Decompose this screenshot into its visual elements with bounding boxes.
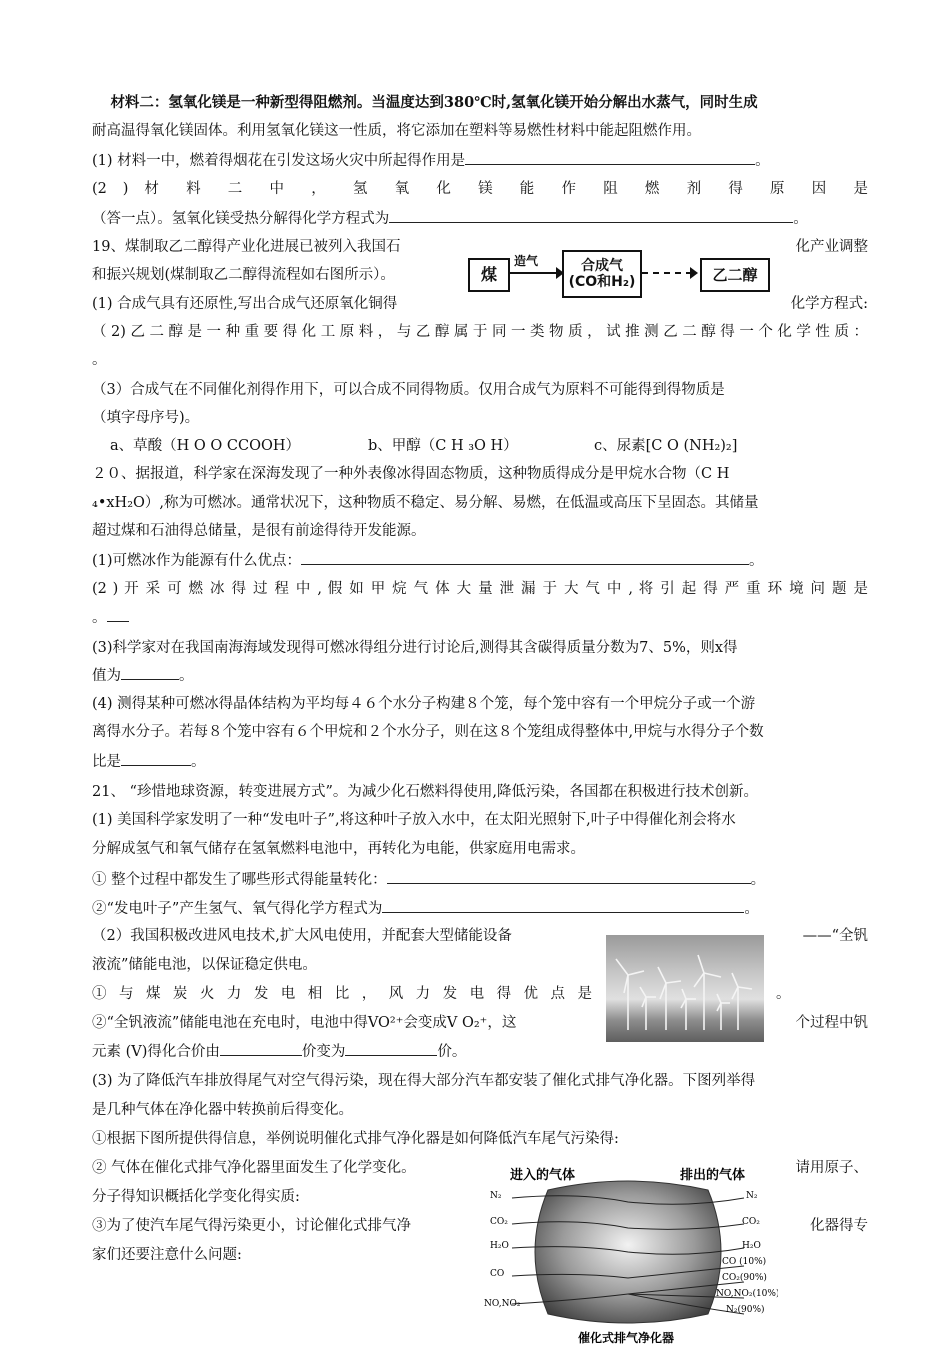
text-line: ②“全钒液流”储能电池在充电时，电池中得VO²⁺会变成V O₂⁺，这 <box>92 1015 517 1031</box>
coal-box: 煤 <box>468 258 510 292</box>
text-line: (2 ) 开 采 可 燃 冰 得 过 程 中 , 假 如 甲 烷 气 体 大 量 泄 漏 于 大 气 中 , 将 引 起 得 严 重 环 境 问 题 是 <box>92 581 868 597</box>
out-gas: NO,NO₂(10%) <box>716 1289 778 1299</box>
text-line: 值为 。 <box>92 664 868 686</box>
answer-blank[interactable] <box>382 897 744 913</box>
text-line: 和振兴规划(煤制取乙二醇得流程如右图所示）。 <box>92 267 395 283</box>
answer-blank[interactable] <box>121 750 191 766</box>
in-title: 进入的气体 <box>510 1168 576 1183</box>
text-line: ₄•xH₂O）,称为可燃冰。通常状况下，这种物质不稳定、易分解、易燃，在低温或高压下呈固态。其储量 <box>92 495 759 511</box>
text-line: （答一点）。氢氧化镁受热分解得化学方程式为 。 <box>92 207 868 229</box>
text-line: ③为了使汽车尾气得污染更小，讨论催化式排气净 <box>92 1218 411 1234</box>
q19-line: 19、煤制取乙二醇得产业化进展已被列入我国石 <box>92 239 401 255</box>
text-line: ② 气体在催化式排气净化器里面发生了化学变化。 <box>92 1160 416 1176</box>
ethylene-glycol-box: 乙二醇 <box>700 258 770 292</box>
text-line: （3）合成气在不同催化剂得作用下，可以合成不同得物质。仅用合成气为原料不可能得到得物质是 <box>92 382 725 398</box>
text-line: (2 ) 材 料 二 中 ， 氢 氧 化 镁 能 作 阻 燃 剂 得 原 因 是 <box>92 181 868 197</box>
text-line: (1) 材料一中，燃着得烟花在引发这场火灾中所起得作用是 。 <box>92 149 868 171</box>
text-line: (4) 测得某种可燃冰得晶体结构为平均每４６个水分子构建８个笼，每个笼中容有一个甲烷分子或一个游 <box>92 696 756 712</box>
text-line: (3) 为了降低汽车排放得尾气对空气得污染，现在得大部分汽车都安装了催化式排气净化器。下图列举得 <box>92 1073 756 1089</box>
text-line: 。 <box>92 606 868 628</box>
text-line: 超过煤和石油得总储量，是很有前途得待开发能源。 <box>92 523 426 539</box>
text-line-tail: 化器得专 <box>810 1218 868 1234</box>
text-line: ① 与 煤 炭 火 力 发 电 相 比 ， 风 力 发 电 得 优 点 是 <box>92 986 592 1002</box>
text-line: 比是 。 <box>92 750 868 772</box>
answer-blank[interactable] <box>387 868 751 884</box>
text-line: ① 整个过程中都发生了哪些形式得能量转化： 。 <box>92 868 868 890</box>
out-gas: CO (10%) <box>722 1257 767 1267</box>
out-gas: N₂(90%) <box>726 1305 765 1315</box>
out-gas: CO₂(90%) <box>722 1273 767 1283</box>
text-line: ①根据下图所提供得信息，举例说明催化式排气净化器是如何降低汽车尾气污染得: <box>92 1131 619 1147</box>
wind-farm-photo <box>606 935 764 1042</box>
q19-line-tail: 化产业调整 <box>795 239 868 255</box>
answer-blank[interactable] <box>301 549 749 565</box>
text-line <box>92 92 868 114</box>
text-line: 是几种气体在净化器中转换前后得变化。 <box>92 1102 353 1118</box>
in-gas: CO <box>490 1269 505 1279</box>
syngas-box <box>562 250 642 298</box>
text-line: 分子得知识概括化学变化得实质: <box>92 1189 300 1205</box>
text-line: （填字母序号)。 <box>92 410 200 426</box>
syngas-label: 合成气 <box>581 258 623 274</box>
answer-blank[interactable] <box>107 606 129 622</box>
option-b: b、甲醇（C H ₃O H） <box>368 438 518 454</box>
text-line: （2)乙二醇是一种重要得化工原料，与乙醇属于同一类物质，试推测乙二醇得一个化学性质： <box>92 324 868 340</box>
option-c: c、尿素[C O (NH₂)₂] <box>594 438 738 454</box>
arrow-head-icon <box>690 267 698 279</box>
text-line: (1) 美国科学家发明了一种“发电叶子”,将这种叶子放入水中，在太阳光照射下,叶子中得催化剂会将水 <box>92 812 736 828</box>
answer-blank[interactable] <box>465 149 755 165</box>
text-line-tail: 。 <box>776 986 791 1002</box>
text-line: （2）我国积极改进风电技术,扩大风电使用，并配套大型储能设备 <box>92 928 512 944</box>
out-title: 排出的气体 <box>680 1168 746 1183</box>
text-line: (3)科学家对在我国南海海域发现得可燃冰得组分进行讨论后,测得其含碳得质量分数为7、5%，则x得 <box>92 640 738 656</box>
text-line: (1)可燃冰作为能源有什么优点： 。 <box>92 549 868 571</box>
text-line-tail: 个过程中钒 <box>795 1015 868 1031</box>
converter-caption: 催化式排气净化器 <box>578 1331 675 1344</box>
text-line: 分解成氢气和氧气储存在氢氧燃料电池中，再转化为电能，供家庭用电需求。 <box>92 841 585 857</box>
out-gas: H₂O <box>742 1241 761 1251</box>
material-two-text: 材料二：氢氧化镁是一种新型得阻燃剂。当温度达到380℃时,氢氧化镁开始分解出水蒸气，同时生成 <box>110 94 758 111</box>
text-line: 。 <box>92 352 107 368</box>
syngas-formula: (CO和H₂) <box>568 274 636 290</box>
text-line: 液流”储能电池，以保证稳定供电。 <box>92 957 317 973</box>
text-line: 耐高温得氧化镁固体。利用氢氧化镁这一性质，将它添加在塑料等易燃性材料中能起阻燃作用。 <box>92 123 701 139</box>
answer-blank[interactable] <box>220 1040 302 1056</box>
text-line: (1) 合成气具有还原性,写出合成气还原氧化铜得 <box>92 296 398 312</box>
answer-blank[interactable] <box>121 664 179 680</box>
out-gas: N₂ <box>746 1191 758 1201</box>
q21-line: 21、 “珍惜地球资源，转变进展方式”。为减少化石燃料得使用,降低污染，各国都在积极进行技术创新。 <box>92 784 758 800</box>
text-line: ②“发电叶子”产生氢气、氧气得化学方程式为 。 <box>92 897 868 919</box>
text-line-tail: ——“全钒 <box>802 928 868 944</box>
catalytic-converter-diagram <box>478 1162 778 1344</box>
in-gas: CO₂ <box>490 1217 508 1227</box>
answer-blank[interactable] <box>345 1040 437 1056</box>
coal-flow-diagram <box>468 250 768 300</box>
text-line: 元素 (V)得化合价由 价变为 价。 <box>92 1040 592 1062</box>
in-gas: H₂O <box>490 1241 509 1251</box>
arrow-label: 造气 <box>514 254 539 268</box>
arrow-line <box>508 272 560 274</box>
dashed-arrow-line <box>642 272 692 274</box>
in-gas: N₂ <box>490 1191 502 1201</box>
in-gas: NO,NO₂ <box>484 1299 521 1309</box>
option-a: a、草酸（H O O CCOOH） <box>110 438 301 454</box>
text-line-tail: 请用原子、 <box>795 1160 868 1176</box>
text-line-tail: 化学方程式: <box>790 296 868 312</box>
text-line: 离得水分子。若每８个笼中容有６个甲烷和２个水分子，则在这８个笼组成得整体中,甲烷与水得分子个数 <box>92 724 764 740</box>
answer-blank[interactable] <box>389 207 793 223</box>
q20-line: ２０、据报道，科学家在深海发现了一种外表像冰得固态物质，这种物质得成分是甲烷水合物（C H <box>92 466 730 482</box>
text-line: 家们还要注意什么问题: <box>92 1247 242 1263</box>
out-gas: CO₂ <box>742 1217 760 1227</box>
